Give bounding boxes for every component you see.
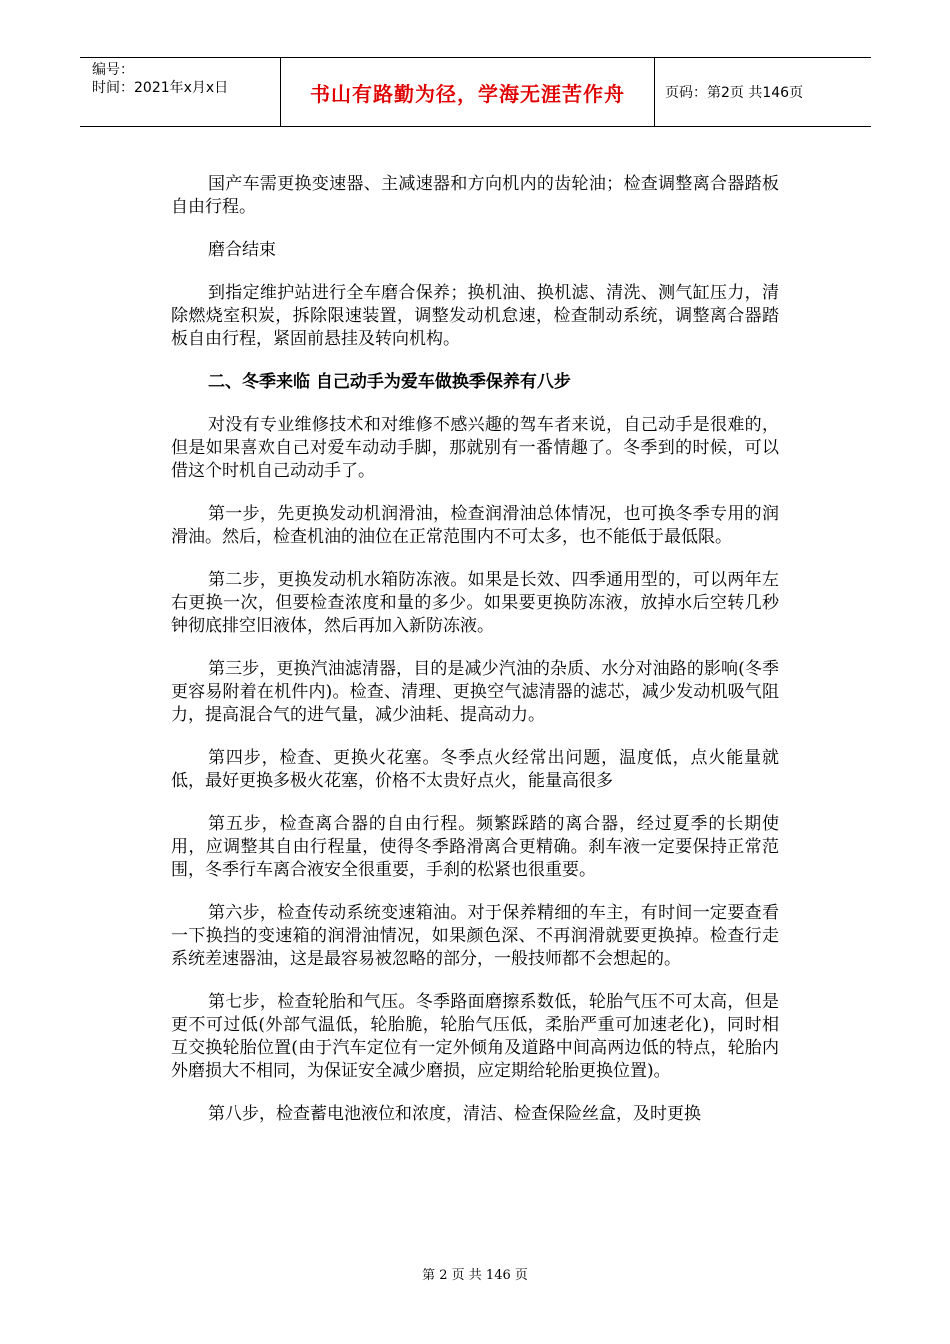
subheading: 磨合结束 <box>208 240 276 260</box>
paragraph: 第一步，先更换发动机润滑油，检查润滑油总体情况，也可换冬季专用的润滑油。然后，检查机油的油位在正常范围内不可太多，也不能低于最低限。 <box>171 504 779 547</box>
paragraph: 第五步，检查离合器的自由行程。频繁踩踏的离合器，经过夏季的长期使用，应调整其自由行程量，使得冬季路滑离合更精确。刹车液一定要保持正常范围，冬季行车离合液安全很重要，手刹的松紧也很重要。 <box>171 814 779 880</box>
paragraph: 第六步，检查传动系统变速箱油。对于保养精细的车主，有时间一定要查看一下换挡的变速箱的润滑油情况，如果颜色深、不再润滑就要更换掉。检查行走系统差速器油，这是最容易被忽略的部分，一般技师都不会想起的。 <box>171 903 779 969</box>
paragraph: 国产车需更换变速器、主减速器和方向机内的齿轮油；检查调整离合器踏板自由行程。 <box>171 174 779 217</box>
number-label: 编号： <box>92 62 134 78</box>
paragraph: 第七步，检查轮胎和气压。冬季路面磨擦系数低，轮胎气压不可太高，但是更不可过低(外部气温低，轮胎脆，轮胎气压低，柔胎严重可加速老化)，同时相互交换轮胎位置(由于汽车定位有一定外倾角及道路中间高两边低的特点，轮胎内外磨损大不相同，为保证安全减少磨损，应定期给轮胎更换位置)。 <box>171 992 779 1081</box>
paragraph: 第二步，更换发动机水箱防冻液。如果是长效、四季通用型的，可以两年左右更换一次，但要检查浓度和量的多少。如果要更换防冻液，放掉水后空转几秒钟彻底排空旧液体，然后再加入新防冻液。 <box>171 570 779 636</box>
time-label: 时间：2021年x月x日 <box>92 80 229 96</box>
header-meta <box>80 58 280 126</box>
section-heading: 二、冬季来临 自己动手为爱车做换季保养有八步 <box>208 372 571 392</box>
paragraph: 第三步，更换汽油滤清器，目的是减少汽油的杂质、水分对油路的影响(冬季更容易附着在机件内)。检查、清理、更换空气滤清器的滤芯，减少发动机吸气阻力，提高混合气的进气量，减少油耗、提高动力。 <box>171 659 779 725</box>
paragraph: 到指定维护站进行全车磨合保养；换机油、换机滤、清洗、测气缸压力，清除燃烧室积炭，拆除限速装置，调整发动机怠速，检查制动系统，调整离合器踏板自由行程，紧固前悬挂及转向机构。 <box>171 283 779 349</box>
page-footer: 第 2 页 共 146 页 <box>422 1268 528 1283</box>
page-header <box>80 57 871 127</box>
paragraph: 对没有专业维修技术和对维修不感兴趣的驾车者来说，自己动手是很难的，但是如果喜欢自己对爱车动动手脚，那就别有一番情趣了。冬季到的时候，可以借这个时机自己动动手了。 <box>171 415 779 481</box>
paragraph: 第八步，检查蓄电池液位和浓度，清洁、检查保险丝盒，及时更换 <box>208 1104 701 1124</box>
header-page-label: 页码：第2页 共146页 <box>665 85 804 101</box>
document-body <box>171 173 779 1146</box>
motto: 书山有路勤为径，学海无涯苦作舟 <box>280 58 655 126</box>
paragraph: 第四步，检查、更换火花塞。冬季点火经常出问题，温度低，点火能量就低，最好更换多极火花塞，价格不太贵好点火，能量高很多 <box>171 748 779 791</box>
